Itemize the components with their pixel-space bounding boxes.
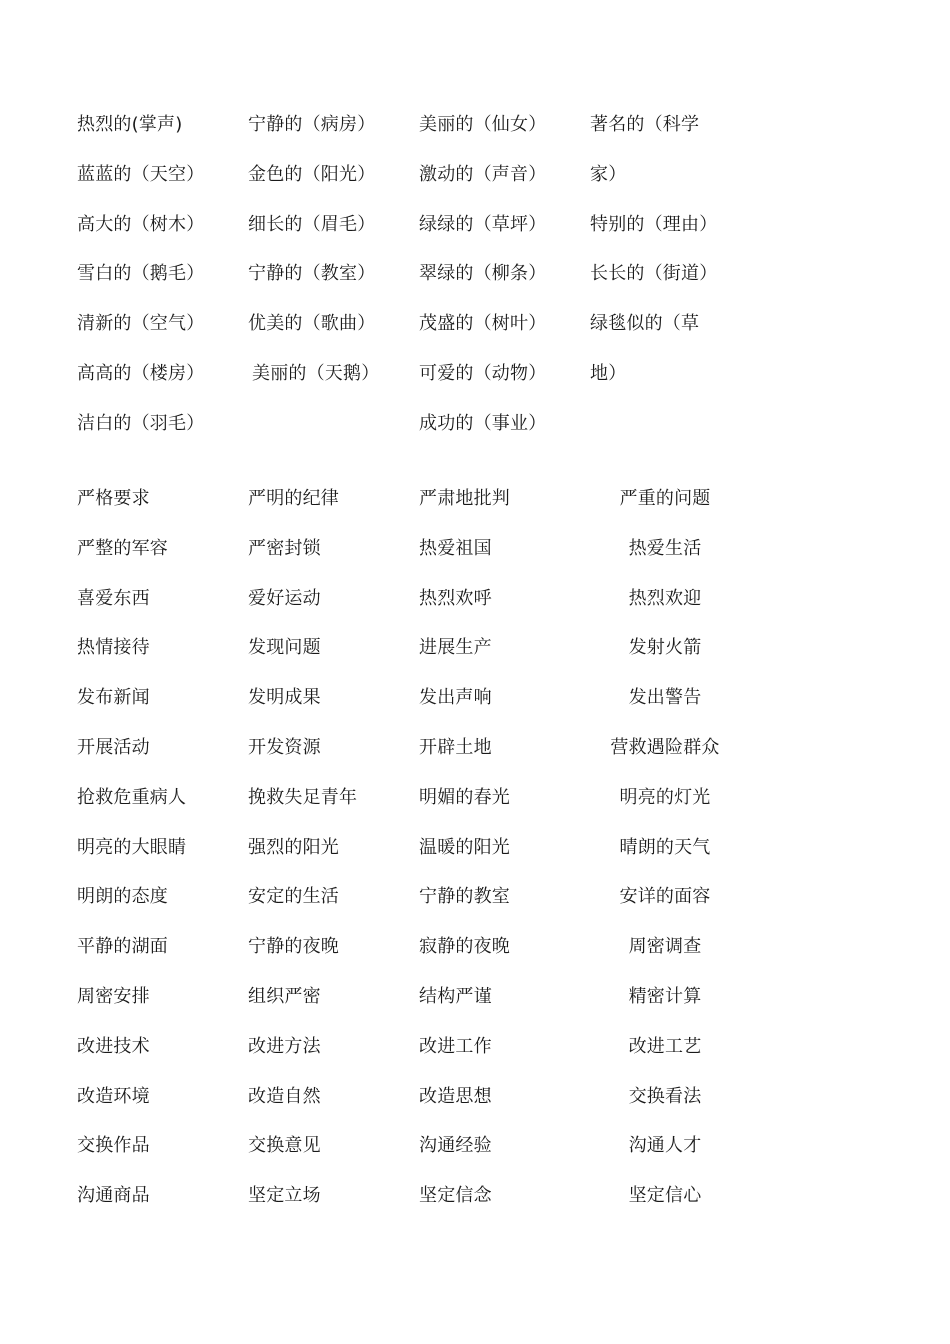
list-row [0, 1121, 950, 1171]
word-entry: 长长的（街道） [590, 263, 718, 285]
word-entry: 改进方法 [248, 1035, 321, 1057]
word-entry: 沟通人才 [628, 1135, 702, 1157]
list-row [0, 823, 950, 873]
word-entry: 严明的纪律 [248, 488, 339, 509]
word-entry: 改进工作 [419, 1035, 492, 1057]
word-entry: 绿绿的（草坪） [419, 213, 547, 235]
list-row [0, 574, 950, 624]
word-entry: 翠绿的（柳条） [419, 263, 547, 285]
word-entry: 洁白的（羽毛） [77, 412, 205, 434]
word-entry: 严密封锁 [248, 537, 321, 559]
list-row [0, 972, 950, 1022]
word-entry: 美丽的（天鹅） [252, 362, 380, 384]
word-entry: 绿毯似的（草 [590, 313, 700, 335]
word-entry: 宁静的（病房） [248, 114, 376, 135]
word-entry: 蓝蓝的（天空） [77, 163, 205, 185]
word-entry: 交换意见 [248, 1135, 321, 1157]
word-entry: 发布新闻 [77, 687, 150, 709]
word-entry: 明亮的灯光 [619, 786, 711, 808]
word-entry: 发现问题 [248, 637, 321, 659]
list-row [0, 524, 950, 574]
word-entry: 热情接待 [77, 637, 150, 659]
word-entry: 寂静的夜晚 [419, 936, 510, 958]
word-entry: 宁静的教室 [419, 886, 510, 908]
word-entry: 改造环境 [77, 1085, 150, 1107]
word-entry: 营救遇险群众 [610, 736, 720, 758]
word-entry: 改造思想 [419, 1085, 492, 1107]
word-entry: 高高的（楼房） [77, 362, 205, 384]
word-entry: 茂盛的（树叶） [419, 313, 547, 335]
word-entry: 开展活动 [77, 736, 150, 758]
word-entry: 热烈欢迎 [628, 587, 702, 609]
word-entry: 喜爱东西 [77, 587, 150, 609]
word-entry: 强烈的阳光 [248, 836, 339, 858]
word-entry: 热爱祖国 [419, 537, 492, 559]
word-entry: 家） [590, 163, 627, 185]
word-entry: 著名的（科学 [590, 114, 700, 135]
list-row [0, 100, 950, 150]
word-entry: 坚定信念 [419, 1185, 492, 1207]
word-entry: 交换看法 [628, 1085, 702, 1107]
word-entry: 精密计算 [628, 985, 702, 1007]
word-entry: 地） [590, 362, 627, 384]
word-entry: 温暖的阳光 [419, 836, 510, 858]
word-entry: 严重的问题 [619, 488, 711, 509]
word-entry: 严肃地批判 [419, 488, 510, 509]
list-row [0, 249, 950, 299]
word-entry: 雪白的（鹅毛） [77, 263, 205, 285]
word-entry: 发出警告 [628, 687, 702, 709]
word-entry: 开辟土地 [419, 736, 492, 758]
word-entry: 安详的面容 [619, 886, 711, 908]
word-entry: 坚定立场 [248, 1185, 321, 1207]
word-entry: 发射火箭 [628, 637, 702, 659]
word-entry: 结构严谨 [419, 985, 492, 1007]
word-entry: 改进技术 [77, 1035, 150, 1057]
word-entry: 明朗的态度 [77, 886, 168, 908]
word-entry: 宁静的夜晚 [248, 936, 339, 958]
word-entry: 激动的（声音） [419, 163, 547, 185]
word-entry: 宁静的（教室） [248, 263, 376, 285]
list-row [0, 872, 950, 922]
word-entry: 周密安排 [77, 985, 150, 1007]
word-entry: 改进工艺 [628, 1035, 702, 1057]
word-entry: 开发资源 [248, 736, 321, 758]
word-entry: 抢救危重病人 [77, 786, 187, 808]
list-row [0, 474, 950, 524]
word-entry: 安定的生活 [248, 886, 339, 908]
word-entry: 成功的（事业） [419, 412, 547, 434]
word-entry: 发出声响 [419, 687, 492, 709]
word-entry: 交换作品 [77, 1135, 150, 1157]
list-row [0, 200, 950, 250]
word-entry: 坚定信心 [628, 1185, 702, 1207]
word-list-adjective-noun [0, 100, 950, 449]
word-entry: 组织严密 [248, 985, 321, 1007]
list-row [0, 1022, 950, 1072]
word-entry: 严整的军容 [77, 537, 168, 559]
list-row [0, 723, 950, 773]
word-entry: 周密调查 [628, 936, 702, 958]
word-entry: 细长的（眉毛） [248, 213, 376, 235]
list-row [0, 150, 950, 200]
word-entry: 晴朗的天气 [619, 836, 711, 858]
word-entry: 美丽的（仙女） [419, 114, 547, 135]
word-entry: 沟通商品 [77, 1185, 150, 1207]
word-entry: 优美的（歌曲） [248, 313, 376, 335]
word-entry: 热爱生活 [628, 537, 702, 559]
list-row [0, 1072, 950, 1122]
list-row [0, 349, 950, 399]
word-entry: 严格要求 [77, 488, 150, 509]
word-entry: 平静的湖面 [77, 936, 168, 958]
word-entry: 发明成果 [248, 687, 321, 709]
word-entry: 高大的（树木） [77, 213, 205, 235]
word-entry: 热烈的(掌声) [77, 114, 183, 135]
list-row [0, 773, 950, 823]
word-entry: 沟通经验 [419, 1135, 492, 1157]
word-entry: 热烈欢呼 [419, 587, 492, 609]
list-row [0, 922, 950, 972]
word-entry: 挽救失足青年 [248, 786, 358, 808]
word-entry: 特别的（理由） [590, 213, 718, 235]
list-row [0, 1171, 950, 1221]
list-row [0, 399, 950, 449]
word-entry: 清新的（空气） [77, 313, 205, 335]
word-entry: 可爱的（动物） [419, 362, 547, 384]
word-entry: 爱好运动 [248, 587, 321, 609]
list-row [0, 673, 950, 723]
word-list-collocations [0, 474, 950, 1221]
list-row [0, 299, 950, 349]
word-entry: 金色的（阳光） [248, 163, 376, 185]
list-row [0, 623, 950, 673]
word-entry: 改造自然 [248, 1085, 321, 1107]
word-entry: 明亮的大眼睛 [77, 836, 187, 858]
word-entry: 进展生产 [419, 637, 492, 659]
word-entry: 明媚的春光 [419, 786, 510, 808]
